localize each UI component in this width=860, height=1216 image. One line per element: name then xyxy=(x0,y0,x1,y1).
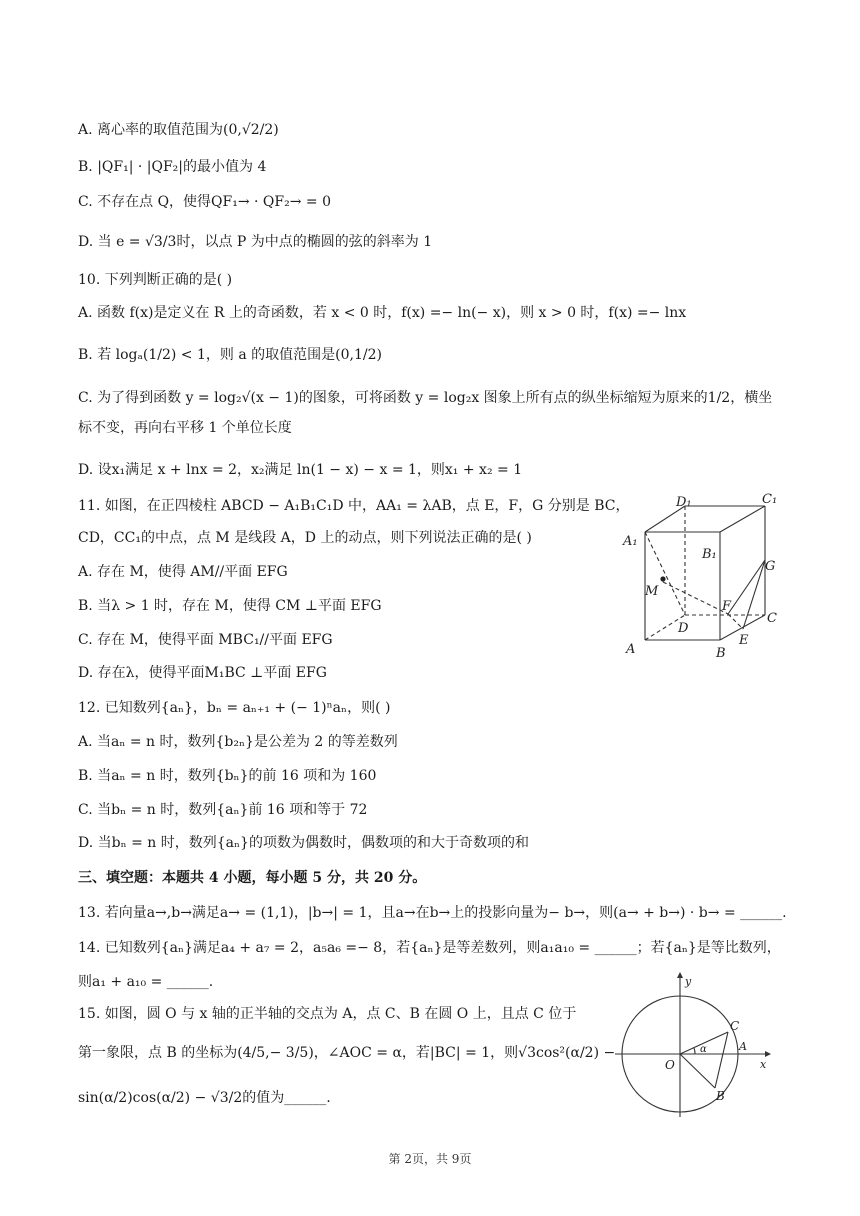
option-10c: C. 为了得到函数 y = log₂√(x − 1)的图象，可将函数 y = log₂x 图象上所有点的纵坐标缩短为原来的1/2，横坐标不变，再向右平移 1 个单位长度 xyxy=(78,390,773,436)
label-a-point: A xyxy=(739,1040,747,1053)
option-12a: A. 当aₙ = n 时，数列{b₂ₙ}是公差为 2 的等差数列 xyxy=(78,734,398,750)
question-13-text: 13. 若向量a→,b→满足a→ = (1,1)，|b→| = 1，且a→在b→上的投影向量为− b→，则(a→ + b→) · b→ = ______. xyxy=(78,905,787,921)
option-11d: D. 存在λ，使得平面M₁BC ⊥平面 EFG xyxy=(78,665,327,681)
option-9d: D. 当 e = √3/3时，以点 P 为中点的椭圆的弦的斜率为 1 xyxy=(78,234,433,250)
question-11-stem-1: 11. 如图，在正四棱柱 ABCD − A₁B₁C₁D 中，AA₁ = λAB，点 E，F，G 分别是 BC， xyxy=(78,498,630,514)
question-11-stem-2: CD，CC₁的中点，点 M 是线段 A，D 上的动点，则下列说法正确的是( ) xyxy=(78,530,532,546)
question-14-text-1: 14. 已知数列{aₙ}满足a₄ + a₇ = 2，a₅a₆ =− 8，若{aₙ}是等差数列，则a₁a₁₀ = ______；若{aₙ}是等比数列， xyxy=(78,940,781,956)
option-10b: B. 若 logₐ(1/2) < 1，则 a 的取值范围是(0,1/2) xyxy=(78,347,382,363)
label-alpha: α xyxy=(700,1044,707,1055)
label-a: A xyxy=(626,642,636,657)
option-9c: C. 不存在点 Q，使得QF₁→ · QF₂→ = 0 xyxy=(78,194,331,210)
label-g: G xyxy=(765,559,776,574)
label-y-axis: y xyxy=(685,975,692,988)
label-f: F xyxy=(722,599,732,614)
option-10d: D. 设x₁满足 x + lnx = 2，x₂满足 ln(1 − x) − x = 1，则x₁ + x₂ = 1 xyxy=(78,462,523,478)
question-14-text-2: 则a₁ + a₁₀ = ______. xyxy=(78,974,214,990)
prism-figure xyxy=(615,490,790,670)
page-footer: 第 2页，共 9页 xyxy=(388,1152,472,1166)
question-12-stem: 12. 已知数列{aₙ}，bₙ = aₙ₊₁ + (− 1)ⁿaₙ，则( ) xyxy=(78,700,391,716)
option-9a: A. 离心率的取值范围为(0,√2/2) xyxy=(78,122,279,138)
option-12d: D. 当bₙ = n 时，数列{aₙ}的项数为偶数时，偶数项的和大于奇数项的和 xyxy=(78,835,529,851)
option-11c: C. 存在 M，使得平面 MBC₁//平面 EFG xyxy=(78,632,333,648)
label-b1: B₁ xyxy=(702,547,717,562)
point-m xyxy=(660,576,665,581)
label-d1: D₁ xyxy=(676,495,692,510)
option-10a: A. 函数 f(x)是定义在 R 上的奇函数，若 x < 0 时，f(x) =− ln(− x)，则 x > 0 时，f(x) =− lnx xyxy=(78,305,687,321)
label-c: C xyxy=(767,611,777,626)
question-15-text-2: 第一象限，点 B 的坐标为(4/5,− 3/5)，∠AOC = α，若|BC| = 1，则√3cos²(α/2) − xyxy=(78,1045,616,1061)
option-11a: A. 存在 M，使得 AM//平面 EFG xyxy=(78,564,288,580)
label-e: E xyxy=(739,633,749,648)
question-15-text-1: 15. 如图，圆 O 与 x 轴的正半轴的交点为 A，点 C、B 在圆 O 上，且点 C 位于 xyxy=(78,1006,577,1022)
label-c-point: C xyxy=(730,1019,740,1033)
label-m: M xyxy=(645,584,659,599)
label-c1: C₁ xyxy=(762,492,778,507)
option-11b: B. 当λ > 1 时，存在 M，使得 CM ⊥平面 EFG xyxy=(78,598,382,614)
option-12c: C. 当bₙ = n 时，数列{aₙ}前 16 项和等于 72 xyxy=(78,802,368,818)
label-d: D xyxy=(678,621,689,636)
question-10-stem: 10. 下列判断正确的是( ) xyxy=(78,272,233,288)
label-a1: A₁ xyxy=(623,534,638,549)
label-o: O xyxy=(665,1058,675,1072)
label-b-point: B xyxy=(716,1089,725,1103)
section-heading-fill-in: 三、填空题：本题共 4 小题，每小题 5 分，共 20 分。 xyxy=(78,870,427,886)
option-12b: B. 当aₙ = n 时，数列{bₙ}的前 16 项和为 160 xyxy=(78,768,377,784)
option-9b: B. |QF₁| · |QF₂|的最小值为 4 xyxy=(78,159,267,175)
question-15-text-3: sin(α/2)cos(α/2) − √3/2的值为______. xyxy=(78,1090,331,1106)
label-b: B xyxy=(716,646,726,661)
label-x-axis: x xyxy=(760,1058,767,1071)
circle-figure xyxy=(615,972,775,1120)
